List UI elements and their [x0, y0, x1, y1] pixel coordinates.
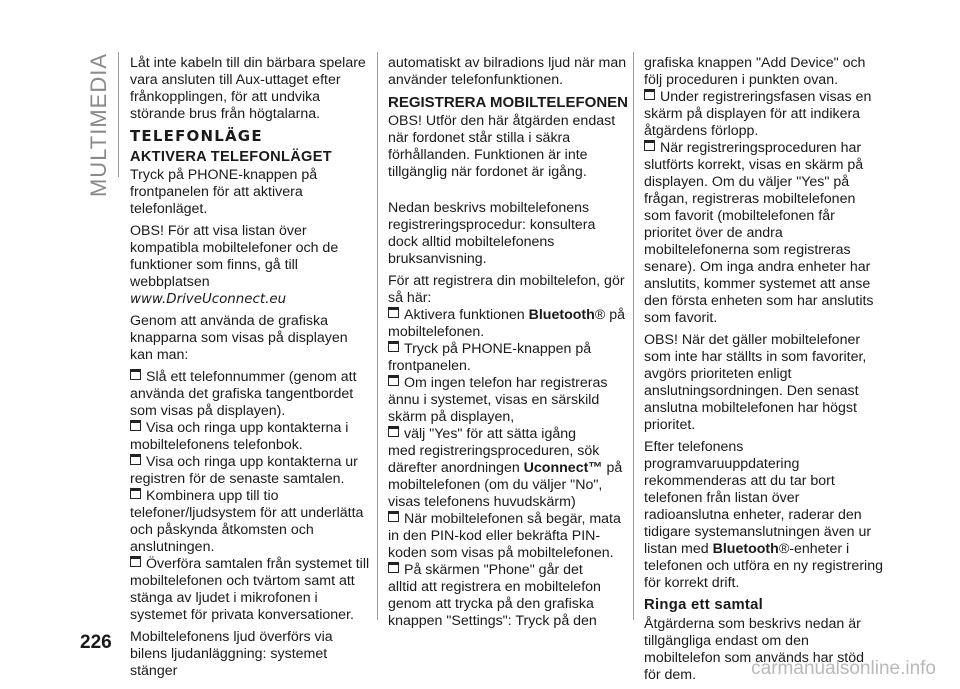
paragraph-obs-utfor: OBS! Utför den här åtgärden endast när fordonet står stilla i säkra förhållanden. Funktionen är inte tillgänglig när fordonet är igång.	[388, 113, 616, 180]
bullet-icon	[388, 375, 399, 386]
bullet-icon	[644, 140, 655, 151]
paragraph-for-att-registrera: För att registrera din mobiltelefon, gör så här:	[388, 273, 625, 306]
bullet-icon	[388, 426, 399, 437]
paragraph-continued: automatiskt av bilradions ljud när man använder telefonfunktionen.	[388, 55, 627, 88]
section-title-vertical	[84, 52, 114, 198]
paragraph-tryck-phone: Tryck på PHONE-knappen på frontpanelen för att aktivera telefonläget.	[130, 167, 318, 217]
bullet-icon	[130, 369, 141, 380]
list-item: Överföra samtalen från systemet till mobiltelefonen och tvärtom samt att stänga av ljudet i mikrofonen i systemet för privata konversationer.	[130, 556, 370, 623]
paragraph-obs-kompatibla: OBS! För att visa listan över kompatibla mobiltelefoner och de funktioner som finns, gå till webbplatsen	[130, 223, 339, 290]
website-url: www.DriveUconnect.eu	[130, 292, 287, 307]
list-item: Slå ett telefonnummer (genom att använda det grafiska tangentbordet som visas på displayen).	[130, 369, 357, 419]
bullet-icon	[388, 562, 399, 573]
paragraph-ringa: Åtgärderna som beskrivs nedan är tillgängliga endast om den mobiltelefon som används har stöd för dem.	[644, 616, 865, 683]
column-3	[644, 55, 884, 689]
bullet-icon	[130, 556, 141, 567]
column-1	[130, 55, 370, 685]
watermark: carmanualsonline.info	[751, 658, 936, 679]
list-item: Visa och ringa upp kontakterna i mobiltelefonens telefonbok.	[130, 420, 349, 453]
heading-telefonlage: TELEFONLÄGE	[130, 127, 263, 145]
bullet-icon	[130, 454, 141, 465]
paragraph-continued: grafiska knappen "Add Device" och följ proceduren i punkten ovan.	[644, 55, 866, 88]
list-item: Under registreringsfasen visas en skärm på displayen för att indikera åtgärdens förlopp.	[644, 89, 872, 139]
section-title-rule	[118, 52, 119, 177]
paragraph-grafiska-knappar: Genom att använda de grafiska knapparna som visas på displayen kan man:	[130, 313, 348, 363]
bullet-icon	[130, 488, 141, 499]
list-item: Visa och ringa upp kontakterna ur registren för de senaste samtalen.	[130, 454, 358, 487]
list-item: välj "Yes" för att sätta igång med registreringsproceduren, sök därefter anordningen Uconnect™ på mobiltelefonen (om du väljer "No", visas telefonens huvudskärm)	[388, 426, 623, 510]
paragraph-efter-uppdatering: Efter telefonens programvaruuppdatering rekommenderas att du tar bort telefonen från listan över radioanslutna enheter, raderar den tidigare systemanslutningen även ur listan med Bluetooth®-enheter i telefonen och utföra en ny registrering för korrekt drift.	[644, 439, 883, 591]
page-number: 226	[80, 632, 112, 653]
bullet-icon	[130, 420, 141, 431]
paragraph-nedan-beskrivs: Nedan beskrivs mobiltelefonens registreringsprocedur: konsultera dock alltid mobiltelefonens bruksanvisning.	[388, 200, 596, 267]
column-2	[388, 55, 628, 630]
bullet-icon	[644, 89, 655, 100]
paragraph-obs-favoriter: OBS! När det gäller mobiltelefoner som inte har ställts in som favoriter, avgörs prioriteten enligt anslutningsordningen. Den senast anslutna mobiltelefonen har högst prioritet.	[644, 332, 867, 433]
bullet-icon	[388, 307, 399, 318]
list-item: På skärmen "Phone" går det alltid att registrera en mobiltelefon genom att trycka på den grafiska knappen "Settings": Tryck på den	[388, 562, 601, 629]
list-item: Tryck på PHONE-knappen på frontpanelen.	[388, 341, 592, 374]
column-divider	[377, 52, 378, 620]
heading-registrera-mobiltelefonen: REGISTRERA MOBILTELEFONEN	[388, 94, 628, 111]
section-title: MULTIMEDIA	[86, 52, 112, 198]
list-item: Aktivera funktionen Bluetooth® på mobiltelefonen.	[388, 307, 625, 340]
column-divider	[633, 52, 634, 620]
bullet-icon	[388, 511, 399, 522]
heading-aktivera-telefonlaget: AKTIVERA TELEFONLÄGET	[130, 149, 332, 165]
heading-ringa-ett-samtal: Ringa ett samtal	[644, 597, 764, 613]
list-item: Kombinera upp till tio telefoner/ljudsystem för att underlätta och påskynda åtkomsten och anslutningen.	[130, 488, 364, 555]
list-item: Om ingen telefon har registreras ännu i systemet, visas en särskild skärm på displayen,	[388, 375, 608, 425]
list-item: När registreringsproceduren har slutförts korrekt, visas en skärm på displayen. Om du väljer "Yes" på frågan, registreras mobiltelefonen som favorit (mobiltelefonen får prioritet över de andra mobiltelefonerna som registreras senare). Om inga andra enheter har anslutits, kommer systemet att anse den första enheten som har anslutits som favorit.	[644, 140, 874, 326]
bullet-icon	[388, 341, 399, 352]
paragraph-ljud: Mobiltelefonens ljud överförs via bilens ljudanläggning: systemet stänger	[130, 629, 333, 679]
list-item: När mobiltelefonen så begär, mata in den PIN-kod eller bekräfta PIN-koden som visas på mobiltelefonen.	[388, 511, 621, 561]
intro-paragraph: Låt inte kabeln till din bärbara spelare vara ansluten till Aux-uttaget efter frånkopplingen, för att undvika störande brus från högtalarna.	[130, 55, 366, 122]
